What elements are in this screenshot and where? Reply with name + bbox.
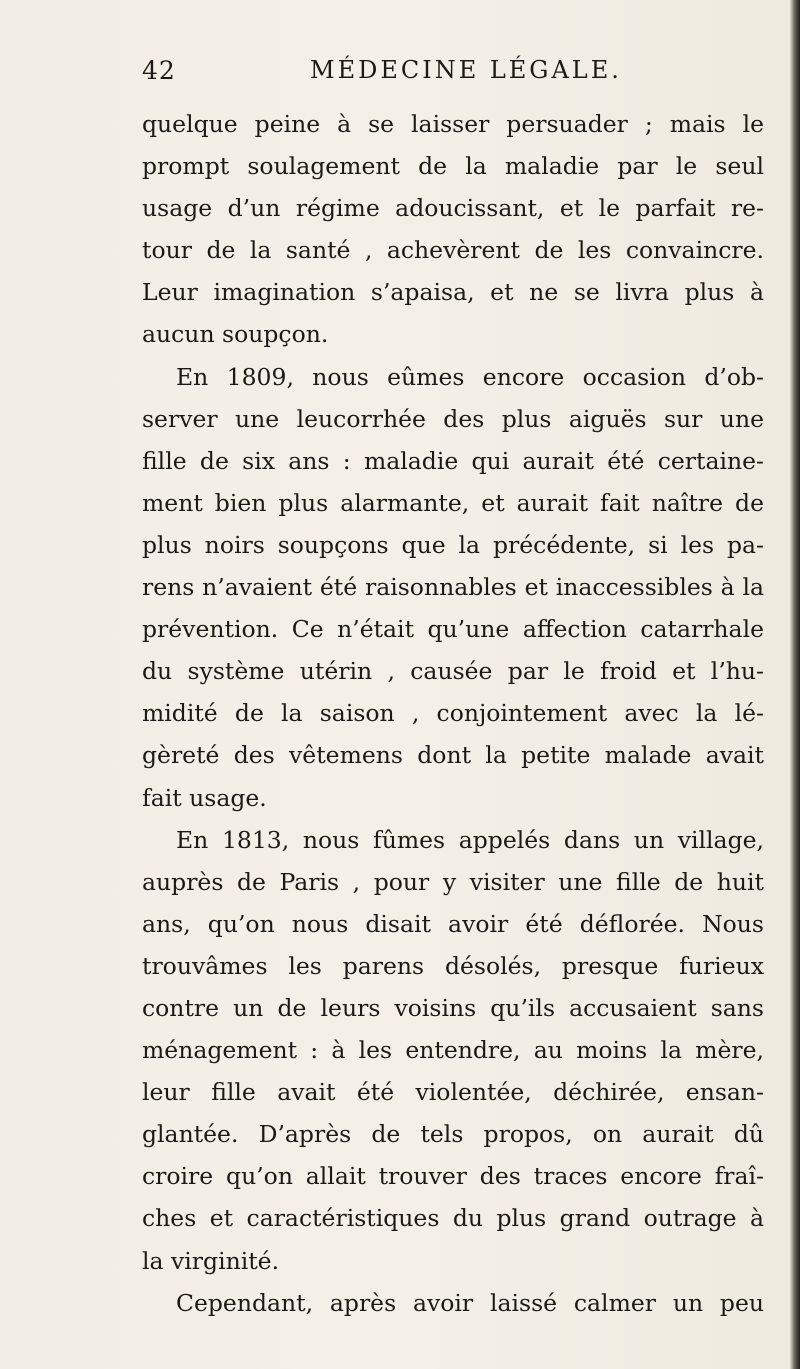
text-line: gèreté des vêtemens dont la petite malade avait (142, 741, 764, 770)
text-line: usage d’un régime adoucissant, et le parfait re- (142, 194, 764, 223)
text-line: ménagement : à les entendre, au moins la mère, (142, 1036, 764, 1065)
text-line: leur fille avait été violentée, déchirée, ensan- (142, 1078, 764, 1107)
text-line: trouvâmes les parens désolés, presque furieux (142, 951, 764, 980)
text-line: auprès de Paris , pour y visiter une fille de huit (142, 867, 764, 896)
text-line: rens n’avaient été raisonnables et inaccessibles à la (142, 573, 764, 602)
paragraph-start-line: Cependant, après avoir laissé calmer un peu (176, 1288, 764, 1317)
text-line: tour de la santé , achevèrent de les convaincre. (142, 236, 764, 265)
text-line: quelque peine à se laisser persuader ; mais le (142, 110, 764, 138)
body-text (142, 103, 764, 1324)
text-line: ans, qu’on nous disait avoir été déflorée. Nous (142, 909, 764, 938)
text-line: fille de six ans : maladie qui aurait été certaine- (142, 446, 764, 475)
text-line: du système utérin , causée par le froid et l’hu- (142, 657, 764, 686)
text-line: la virginité. (142, 1246, 280, 1275)
paragraph-start-line: En 1813, nous fûmes appelés dans un village, (176, 825, 764, 854)
text-line: plus noirs soupçons que la précédente, si les pa- (142, 530, 764, 559)
page-edge-shadow (790, 0, 800, 1369)
text-line: aucun soupçon. (142, 320, 329, 349)
text-line: server une leucorrhée des plus aiguës sur une (142, 404, 764, 433)
page-header (142, 56, 762, 96)
text-line: glantée. D’après de tels propos, on aurait dû (142, 1120, 764, 1149)
text-line: prévention. Ce n’était qu’une affection catarrhale (142, 615, 764, 644)
text-line: ches et caractéristiques du plus grand outrage à (142, 1204, 764, 1233)
page-number: 42 (142, 56, 176, 85)
text-line: ment bien plus alarmante, et aurait fait naître de (142, 488, 764, 517)
paragraph-start-line: En 1809, nous eûmes encore occasion d’ob- (176, 362, 764, 391)
text-line: fait usage. (142, 783, 267, 812)
text-line: prompt soulagement de la maladie par le seul (142, 152, 764, 181)
text-line: Leur imagination s’apaisa, et ne se livra plus à (142, 278, 764, 307)
text-line: midité de la saison , conjointement avec la lé- (142, 699, 764, 728)
running-title: MÉDECINE LÉGALE. (310, 56, 622, 84)
text-line: contre un de leurs voisins qu’ils accusaient sans (142, 993, 764, 1022)
text-line: croire qu’on allait trouver des traces encore fraî- (142, 1162, 764, 1191)
